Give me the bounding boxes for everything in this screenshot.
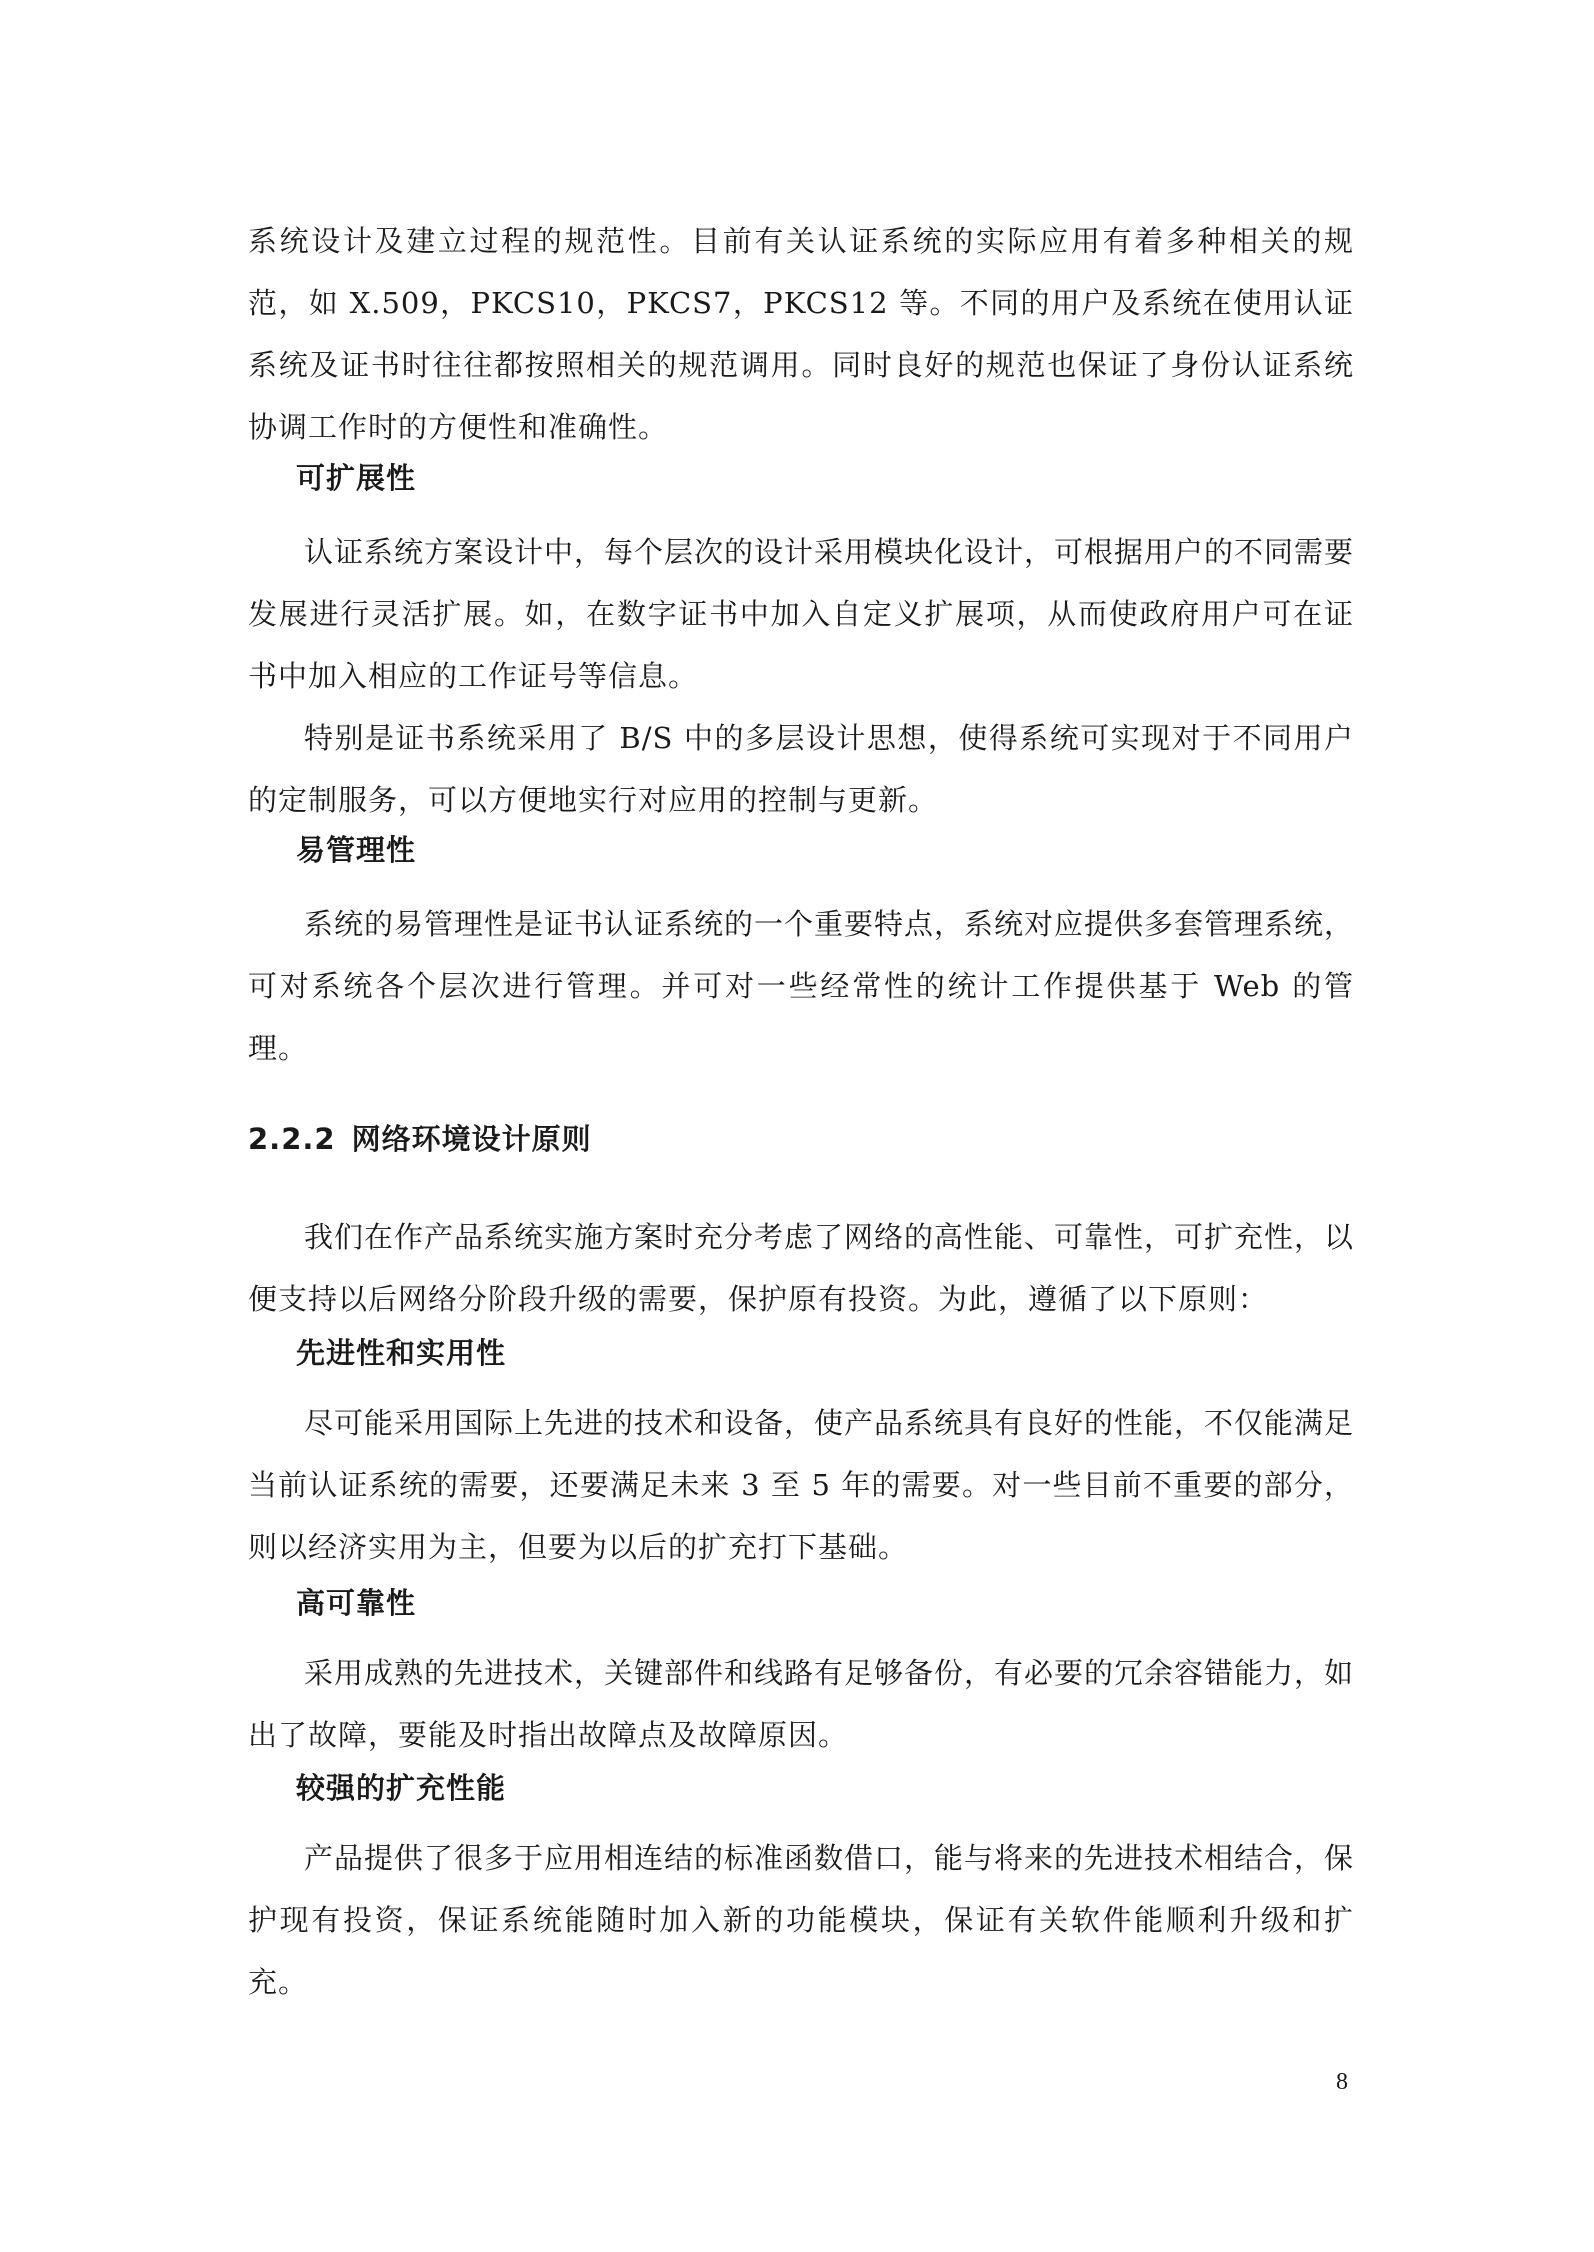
section-heading <box>248 1119 592 1159</box>
scalability-paragraph-2: 特别是证书系统采用了 B/S 中的多层设计思想，使得系统可实现对于不同用户的定制服务，可以方便地实行对应用的控制与更新。 <box>248 721 1354 817</box>
page-number: 8 <box>1336 2069 1348 2095</box>
expansion-heading: 较强的扩充性能 <box>296 1771 507 1805</box>
scalability-heading: 可扩展性 <box>296 461 417 495</box>
advanced-practical-paragraph: 尽可能采用国际上先进的技术和设备，使产品系统具有良好的性能，不仅能满足当前认证系统的需要，还要满足未来 3 至 5 年的需要。对一些目前不重要的部分，则以经济实用为主，但要为以后的扩充打下基础。 <box>248 1406 1355 1564</box>
section-number: 2.2.2 <box>248 1122 336 1156</box>
high-reliability-paragraph: 采用成熟的先进技术，关键部件和线路有足够备份，有必要的冗余容错能力，如出了故障，要能及时指出故障点及故障原因。 <box>248 1656 1355 1752</box>
advanced-practical-heading: 先进性和实用性 <box>296 1336 507 1370</box>
scalability-paragraph-1: 认证系统方案设计中，每个层次的设计采用模块化设计，可根据用户的不同需要发展进行灵活扩展。如，在数字证书中加入自定义扩展项，从而使政府用户可在证书中加入相应的工作证号等信息。 <box>248 535 1355 693</box>
high-reliability-heading: 高可靠性 <box>296 1586 417 1620</box>
section-title: 网络环境设计原则 <box>351 1122 592 1156</box>
manageability-paragraph: 系统的易管理性是证书认证系统的一个重要特点，系统对应提供多套管理系统，可对系统各个层次进行管理。并可对一些经常性的统计工作提供基于 Web 的管理。 <box>248 907 1355 1065</box>
section-intro-paragraph: 我们在作产品系统实施方案时充分考虑了网络的高性能、可靠性，可扩充性，以便支持以后网络分阶段升级的需要，保护原有投资。为此，遵循了以下原则： <box>248 1220 1355 1316</box>
expansion-paragraph: 产品提供了很多于应用相连结的标准函数借口，能与将来的先进技术相结合，保护现有投资，保证系统能随时加入新的功能模块，保证有关软件能顺利升级和扩充。 <box>248 1841 1355 1999</box>
intro-paragraph: 系统设计及建立过程的规范性。目前有关认证系统的实际应用有着多种相关的规范，如 X.509，PKCS10，PKCS7，PKCS12 等。不同的用户及系统在使用认证系统及证书时往往都按照相关的规范调用。同时良好的规范也保证了身份认证系统协调工作时的方便性和准确性。 <box>248 224 1354 444</box>
manageability-heading: 易管理性 <box>296 833 417 867</box>
